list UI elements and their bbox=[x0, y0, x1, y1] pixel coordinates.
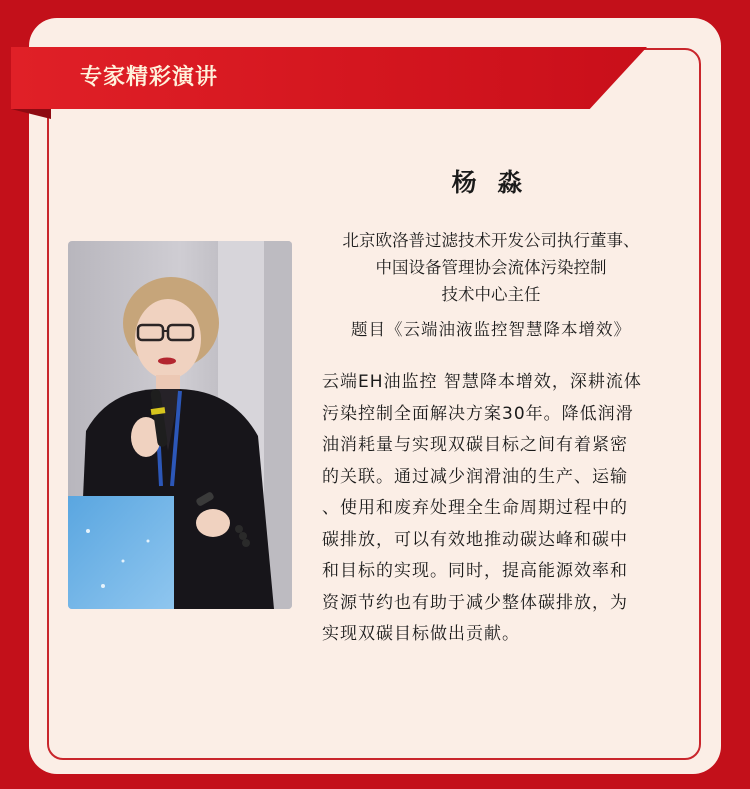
speaker-title-line: 北京欧洛普过滤技术开发公司执行董事、 bbox=[342, 231, 640, 250]
description-line: 资源节约也有助于减少整体碳排放，为 bbox=[322, 592, 628, 613]
description-line: 碳排放，可以有效地推动碳达峰和碳中 bbox=[322, 529, 628, 550]
talk-description bbox=[322, 367, 685, 651]
description-line: 、使用和废弃处理全生命周期过程中的 bbox=[322, 498, 628, 518]
speaker-title-line: 中国设备管理协会流体污染控制 bbox=[375, 258, 607, 277]
description-line: 的关联。通过减少润滑油的生产、运输 bbox=[322, 466, 628, 487]
speaker-name: 杨 淼 bbox=[451, 168, 529, 197]
description-line: 和目标的实现。同时，提高能源效率和 bbox=[322, 561, 628, 581]
description-line: 污染控制全面解决方案30年。降低润滑 bbox=[322, 403, 634, 424]
talk-topic: 题目《云端油液监控智慧降本增效》 bbox=[351, 320, 631, 339]
speaker-title-line: 技术中心主任 bbox=[441, 285, 541, 304]
description-line: 实现双碳目标做出贡献。 bbox=[322, 624, 520, 644]
description-line: 云端EH油监控 智慧降本增效，深耕流体 bbox=[322, 372, 642, 392]
speaker-titles bbox=[305, 227, 677, 308]
section-title: 专家精彩演讲 bbox=[80, 65, 219, 90]
description-line: 油消耗量与实现双碳目标之间有着紧密 bbox=[322, 435, 628, 455]
speaker-photo bbox=[68, 241, 292, 609]
